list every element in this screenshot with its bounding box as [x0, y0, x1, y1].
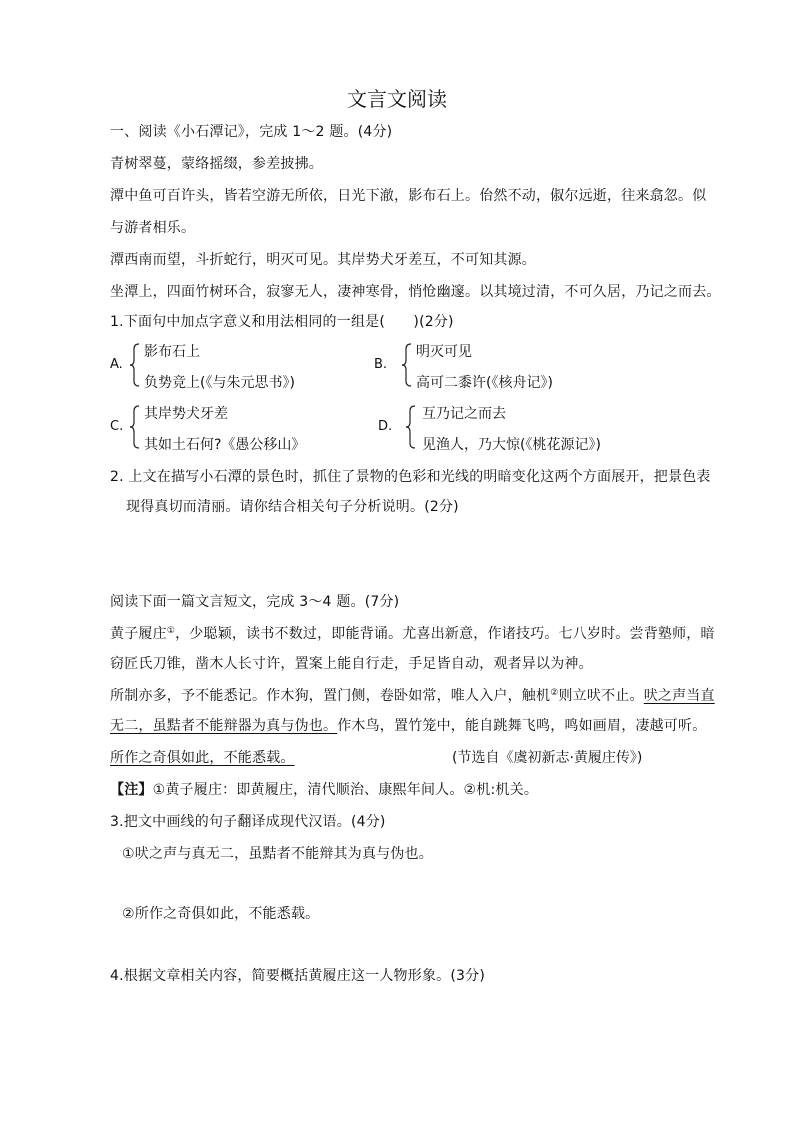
- brace-icon: [130, 405, 140, 449]
- note-line: [110, 780, 538, 800]
- option-letter: D.: [378, 419, 393, 434]
- text-line-3: [110, 686, 715, 706]
- text-line-5: [110, 748, 295, 768]
- q4-stem: 4.根据文章相关内容，简要概括黄履庄这一人物形象。(3分): [110, 968, 485, 984]
- section2-header: 阅读下面一篇文言短文，完成 3～4 题。(7分): [110, 594, 400, 610]
- text-line-1: [110, 624, 715, 644]
- section1-header: 一、阅读《小石潭记》，完成 1～2 题。(4分): [110, 124, 393, 140]
- option-a-line-1: 影布石上: [144, 344, 200, 360]
- option-letter: C.: [110, 419, 124, 434]
- option-d-line-2: 见渔人，乃大惊(《桃花源记》): [422, 437, 601, 453]
- passage-line-5: 坐潭上，四面竹树环合，寂寥无人，凄神寒骨，悄怆幽邃。以其境过清，不可久居，乃记之而去。: [110, 284, 721, 300]
- text-segment: 所制亦多，予不能悉记。作木狗，置门侧，卷卧如常，唯人入户，触机: [110, 688, 551, 704]
- text-segment: ，少聪颖，读书不数过，即能背诵。尤喜出新意，作诸技巧。七八岁时。尝背塾师，暗: [175, 626, 715, 642]
- text-segment: 则立吠不止。: [558, 688, 644, 704]
- brace-icon: [406, 405, 416, 449]
- option-a-line-2: 负势竞上(《与朱元思书》): [144, 375, 295, 391]
- option-letter: A.: [110, 357, 123, 372]
- q2-line-1: 2. 上文在描写小石潭的景色时，抓住了景物的色彩和光线的明暗变化这两个方面展开，把景色表: [110, 469, 711, 485]
- source-citation: (节选自《虞初新志·黄履庄传》): [452, 750, 643, 766]
- text-line-4: [110, 716, 706, 736]
- footnote-mark: ②: [550, 688, 559, 698]
- q3-stem: 3.把文中画线的句子翻译成现代汉语。(4分): [110, 814, 386, 830]
- q3-item-1: ①吠之声与真无二，虽黠者不能辩其为真与伪也。: [122, 846, 433, 862]
- option-d-line-1: 互乃记之而去: [422, 406, 506, 422]
- brace-icon: [130, 343, 140, 387]
- brace-icon: [402, 343, 412, 387]
- option-letter: B.: [374, 357, 388, 372]
- option-b-line-1: 明灭可见: [416, 344, 472, 360]
- text-segment: 作木鸟，置竹笼中，能自跳舞飞鸣，鸣如画眉，凄越可听。: [337, 718, 707, 734]
- option-c-line-2: 其如土石何?《愚公移山》: [144, 437, 306, 453]
- note-text: ①黄子履庄：即黄履庄，清代顺治、康熙年间人。②机:机关。: [152, 782, 539, 798]
- underlined-sentence: 吠之声当直: [643, 688, 715, 704]
- passage-line-2: 潭中鱼可百许头，皆若空游无所依，日光下澈，影布石上。佁然不动，俶尔远逝，往来翕忽。似: [110, 188, 707, 204]
- option-c-line-1: 其岸势犬牙差: [144, 406, 228, 422]
- q2-line-2: 现得真切而清丽。请你结合相关句子分析说明。(2分): [126, 499, 459, 515]
- underlined-sentence: 无二，虽黠者不能辩器为真与伪也。: [110, 718, 338, 734]
- q1-stem: 1.下面句中加点字意义和用法相同的一组是( )(2分): [110, 314, 454, 330]
- footnote-mark: ①: [166, 626, 176, 636]
- passage-line-3: 与游者相乐。: [110, 220, 196, 236]
- text-line-2: 窃匠氏刀锥，凿木人长寸许，置案上能自行走，手足皆自动，观者异以为神。: [110, 656, 593, 672]
- passage-line-4: 潭西南而望，斗折蛇行，明灭可见。其岸势犬牙差互，不可知其源。: [110, 252, 536, 268]
- note-label: 【注】: [110, 782, 153, 798]
- passage-line-1: 青树翠蔓，蒙络摇缀，参差披拂。: [110, 156, 323, 172]
- q3-item-2: ②所作之奇俱如此，不能悉载。: [122, 906, 320, 922]
- underlined-sentence: 所作之奇俱如此，不能悉载。: [110, 750, 295, 766]
- page-title: 文言文阅读: [347, 87, 447, 111]
- text-segment: 黄子履庄: [110, 626, 167, 642]
- option-b-line-2: 高可二黍许(《核舟记》): [416, 375, 553, 391]
